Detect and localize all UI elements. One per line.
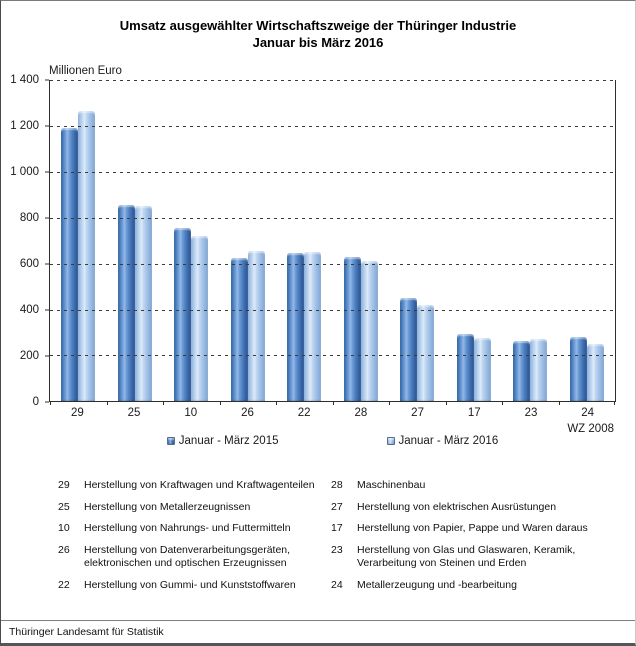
x-tick-label-28: 28 xyxy=(354,407,368,420)
legend-label-series1: Januar - März 2015 xyxy=(178,435,279,448)
legend-label-series2: Januar - März 2016 xyxy=(398,435,499,448)
x-boundary-tick xyxy=(107,401,108,405)
x-boundary-tick xyxy=(614,401,615,405)
sector-label: Herstellung von elektrischen Ausrüstungen xyxy=(357,500,557,513)
sector-item-22 xyxy=(58,579,331,592)
y-tick-label: 1 400 xyxy=(10,74,39,87)
x-tick-label-29: 29 xyxy=(70,407,84,420)
sector-item-17 xyxy=(331,522,625,535)
bar-26-series1 xyxy=(231,258,248,401)
bar-group-27 xyxy=(389,80,446,401)
sector-code: 17 xyxy=(331,522,343,535)
bar-24-series2 xyxy=(587,344,604,401)
sector-code: 22 xyxy=(58,578,70,591)
y-tick-label: 1 000 xyxy=(10,166,39,179)
sector-code: 24 xyxy=(331,578,343,591)
bar-group-25 xyxy=(107,80,164,401)
sector-label: Herstellung von Gummi- und Kunststoffwaren xyxy=(84,578,296,591)
sector-code: 26 xyxy=(58,543,70,556)
y-axis-unit-label: Millionen Euro xyxy=(49,65,122,78)
bar-26-series2 xyxy=(248,251,265,401)
sector-code: 27 xyxy=(331,500,343,513)
x-tick-label-25: 25 xyxy=(127,407,141,420)
x-axis-note: WZ 2008 xyxy=(567,423,614,436)
bar-25-series2 xyxy=(135,206,152,401)
bar-23-series1 xyxy=(513,341,530,402)
bar-25-series1 xyxy=(118,205,135,401)
bar-22-series1 xyxy=(287,253,304,401)
bar-29-series1 xyxy=(61,128,78,401)
sector-item-10 xyxy=(58,522,331,535)
x-tick-label-10: 10 xyxy=(184,407,198,420)
bars-container xyxy=(50,80,615,401)
legend-item-series2 xyxy=(387,435,499,447)
x-tick-label-24: 24 xyxy=(581,407,595,420)
bar-group-10 xyxy=(163,80,220,401)
bar-22-series2 xyxy=(304,252,321,401)
bar-group-23 xyxy=(502,80,559,401)
x-tick-label-17: 17 xyxy=(467,407,481,420)
x-tick-label-23: 23 xyxy=(524,407,538,420)
sector-item-23 xyxy=(331,544,625,571)
chart-title-line1: Umsatz ausgewählter Wirtschaftszweige der Thüringer Industrie xyxy=(119,18,517,33)
bar-group-17 xyxy=(446,80,503,401)
sector-label: Maschinenbau xyxy=(357,479,426,492)
chart-title xyxy=(1,17,635,51)
sector-label: Herstellung von Kraftwagen und Kraftwagenteilen xyxy=(84,479,315,492)
sector-label: Herstellung von Glas und Glaswaren, Keramik, Verarbeitung von Steinen und Erden xyxy=(357,543,576,570)
x-boundary-tick xyxy=(389,401,390,405)
bar-10-series1 xyxy=(174,228,191,401)
chart-title-line2: Januar bis März 2016 xyxy=(252,35,384,51)
x-boundary-tick xyxy=(220,401,221,405)
footer-source: Thüringer Landesamt für Statistik xyxy=(1,620,635,643)
legend-row xyxy=(49,423,616,457)
gridline-1000 xyxy=(50,172,615,173)
y-tick-label: 0 xyxy=(32,396,39,409)
bar-28-series2 xyxy=(361,261,378,401)
y-tick-label: 400 xyxy=(19,304,39,317)
sector-label: Herstellung von Metallerzeugnissen xyxy=(84,500,251,513)
sector-code: 29 xyxy=(58,479,70,492)
legend-swatch-icon xyxy=(167,437,175,445)
bar-29-series2 xyxy=(78,111,95,401)
legend-swatch-icon xyxy=(387,437,395,445)
y-tick-label: 1 200 xyxy=(10,120,39,133)
gridline-1200 xyxy=(50,126,615,127)
x-boundary-tick xyxy=(446,401,447,405)
series-legend xyxy=(49,435,616,447)
gridline-1400 xyxy=(50,80,615,81)
sector-code: 25 xyxy=(58,500,70,513)
bar-24-series1 xyxy=(570,337,587,401)
gridline-200 xyxy=(50,355,615,356)
sector-item-28 xyxy=(331,479,625,492)
sector-item-25 xyxy=(58,501,331,514)
bar-10-series2 xyxy=(191,236,208,401)
x-boundary-tick xyxy=(559,401,560,405)
y-tick-label: 200 xyxy=(19,350,39,363)
sector-code: 10 xyxy=(58,522,70,535)
bar-group-22 xyxy=(276,80,333,401)
gridline-600 xyxy=(50,264,615,265)
sector-label: Herstellung von Nahrungs- und Futtermitteln xyxy=(84,522,291,535)
x-boundary-tick xyxy=(163,401,164,405)
x-boundary-tick xyxy=(50,401,51,405)
bar-27-series1 xyxy=(400,298,417,401)
sector-item-24 xyxy=(331,579,625,592)
x-axis-labels xyxy=(49,407,616,419)
x-boundary-tick xyxy=(276,401,277,405)
gridline-400 xyxy=(50,310,615,311)
gridline-800 xyxy=(50,218,615,219)
bar-28-series1 xyxy=(344,257,361,401)
sector-code-list xyxy=(58,479,625,592)
x-tick-label-27: 27 xyxy=(411,407,424,420)
x-tick-label-26: 26 xyxy=(241,407,254,420)
bar-group-28 xyxy=(333,80,390,401)
sector-label: Herstellung von Papier, Pappe und Waren daraus xyxy=(357,522,588,535)
bar-group-26 xyxy=(220,80,277,401)
legend-item-series1 xyxy=(167,435,279,447)
bar-27-series2 xyxy=(417,305,434,401)
sector-item-29 xyxy=(58,479,331,492)
x-boundary-tick xyxy=(333,401,334,405)
bar-17-series1 xyxy=(457,334,474,402)
bar-group-24 xyxy=(559,80,616,401)
sector-item-27 xyxy=(331,501,625,514)
sector-code: 23 xyxy=(331,543,343,556)
y-axis xyxy=(1,74,49,409)
sector-code: 28 xyxy=(331,479,343,492)
chart-area xyxy=(1,74,616,409)
plot-area xyxy=(49,80,616,402)
y-tick-label: 600 xyxy=(19,258,39,271)
x-boundary-tick xyxy=(502,401,503,405)
bar-17-series2 xyxy=(474,338,491,401)
sector-item-26 xyxy=(58,544,331,571)
bar-group-29 xyxy=(50,80,107,401)
sector-label: Metallerzeugung und -bearbeitung xyxy=(357,578,517,591)
x-tick-label-22: 22 xyxy=(297,407,311,420)
bar-23-series2 xyxy=(530,339,547,401)
y-tick-label: 800 xyxy=(19,212,39,225)
sector-label: Herstellung von Datenverarbeitungsgeräten, elektronischen und optischen Erzeugnissen xyxy=(84,543,291,570)
